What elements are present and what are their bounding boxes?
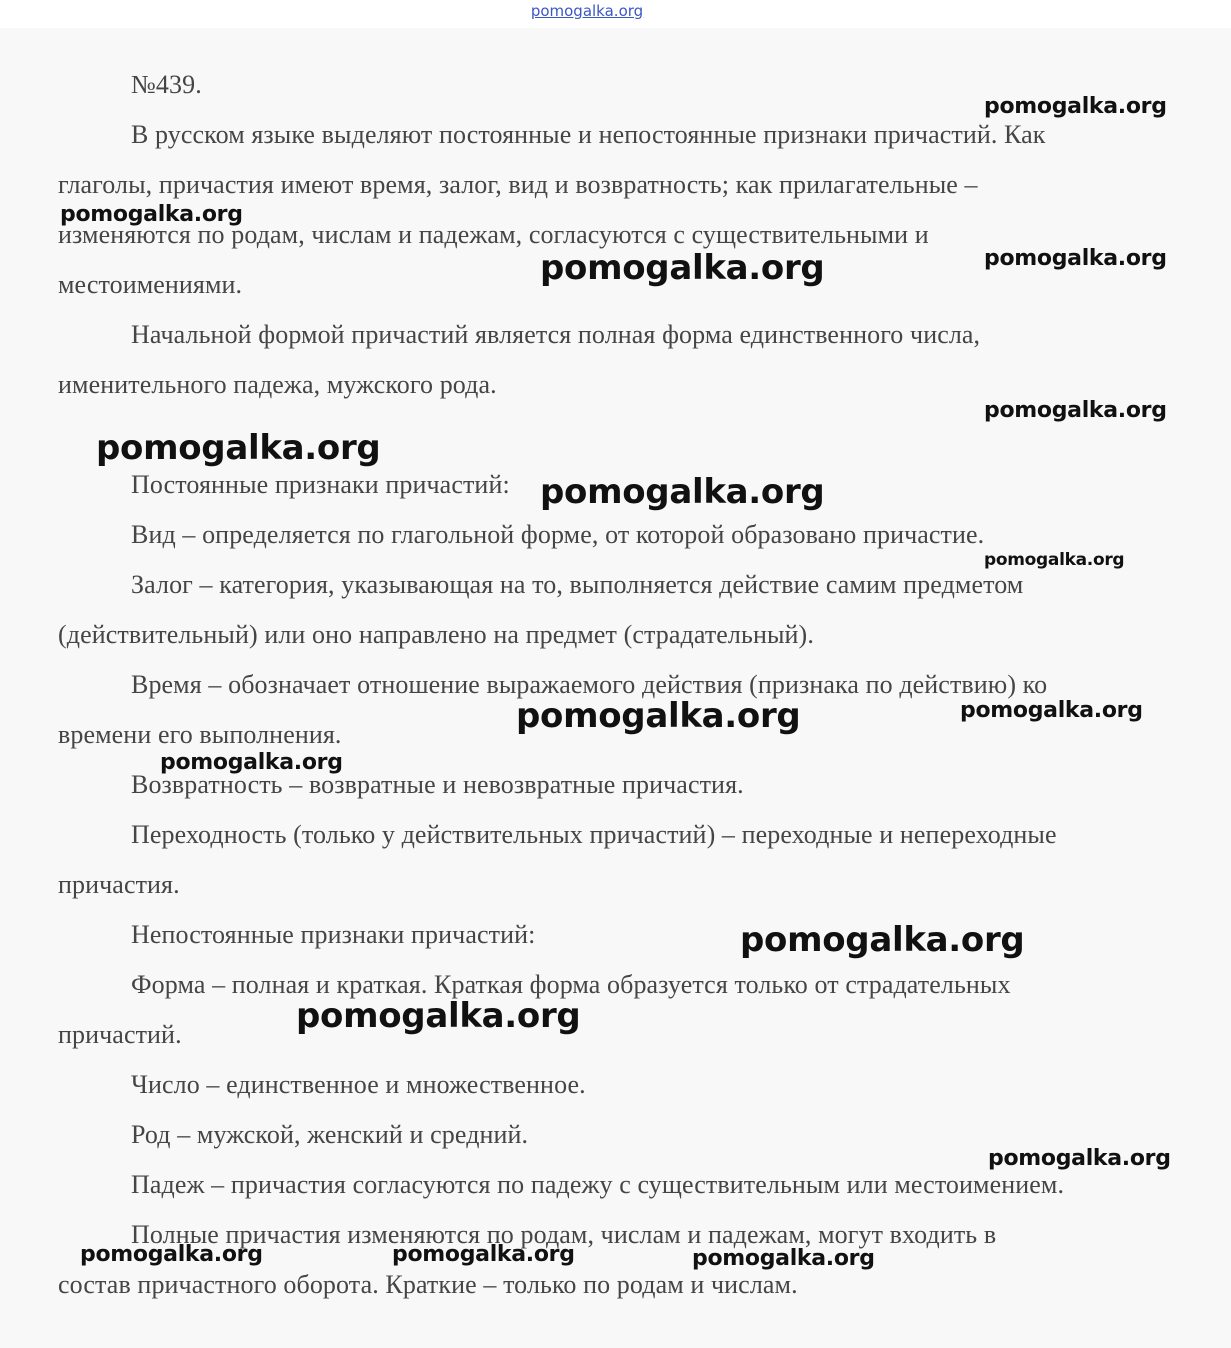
paragraph-line: (действительный) или оно направлено на предмет (страдательный).: [58, 620, 814, 649]
watermark: pomogalka.org: [988, 1146, 1171, 1171]
watermark: pomogalka.org: [984, 398, 1167, 423]
paragraph-line: Начальной формой причастий является полная форма единственного числа,: [131, 320, 981, 349]
watermark: pomogalka.org: [60, 202, 243, 227]
paragraph-line: Падеж – причастия согласуются по падежу с существительным или местоимением.: [131, 1170, 1065, 1199]
paragraph-line: В русском языке выделяют постоянные и непостоянные признаки причастий. Как: [131, 120, 1046, 149]
watermark: pomogalka.org: [984, 550, 1125, 570]
paragraph-line: местоимениями.: [58, 270, 243, 299]
watermark: pomogalka.org: [740, 920, 1025, 960]
section-heading: Постоянные признаки причастий:: [131, 470, 510, 499]
watermark: pomogalka.org: [540, 472, 825, 512]
watermark: pomogalka.org: [392, 1242, 575, 1267]
paragraph-line: изменяются по родам, числам и падежам, согласуются с существительными и: [58, 220, 929, 249]
paragraph-line: Полные причастия изменяются по родам, числам и падежам, могут входить в: [131, 1220, 997, 1249]
paragraph-line: Вид – определяется по глагольной форме, от которой образовано причастие.: [131, 520, 985, 549]
paragraph-line: именительного падежа, мужского рода.: [58, 370, 497, 399]
watermark: pomogalka.org: [960, 698, 1143, 723]
watermark: pomogalka.org: [80, 1242, 263, 1267]
paragraph-line: Возвратность – возвратные и невозвратные причастия.: [131, 770, 744, 799]
section-heading: Непостоянные признаки причастий:: [131, 920, 536, 949]
watermark: pomogalka.org: [296, 996, 581, 1036]
paragraph-line: состав причастного оборота. Краткие – только по родам и числам.: [58, 1270, 798, 1299]
site-link[interactable]: pomogalka.org: [530, 2, 644, 20]
watermark: pomogalka.org: [540, 248, 825, 288]
watermark: pomogalka.org: [692, 1246, 875, 1271]
paragraph-line: времени его выполнения.: [58, 720, 342, 749]
watermark: pomogalka.org: [96, 428, 381, 468]
paragraph-line: Залог – категория, указывающая на то, выполняется действие самим предметом: [131, 570, 1024, 599]
paragraph-line: глаголы, причастия имеют время, залог, вид и возвратность; как прилагательные –: [58, 170, 978, 199]
paragraph-line: Род – мужской, женский и средний.: [131, 1120, 529, 1149]
paragraph-line: Время – обозначает отношение выражаемого действия (признака по действию) ко: [131, 670, 1048, 699]
paragraph-line: Переходность (только у действительных причастий) – переходные и непереходные: [131, 820, 1057, 849]
paragraph-line: Форма – полная и краткая. Краткая форма образуется только от страдательных: [131, 970, 1011, 999]
task-number: №439.: [131, 70, 202, 99]
watermark: pomogalka.org: [516, 696, 801, 736]
watermark: pomogalka.org: [160, 750, 343, 775]
paragraph-line: причастий.: [58, 1020, 182, 1049]
watermark: pomogalka.org: [984, 94, 1167, 119]
paragraph-line: Число – единственное и множественное.: [131, 1070, 586, 1099]
paragraph-line: причастия.: [58, 870, 180, 899]
watermark: pomogalka.org: [984, 246, 1167, 271]
